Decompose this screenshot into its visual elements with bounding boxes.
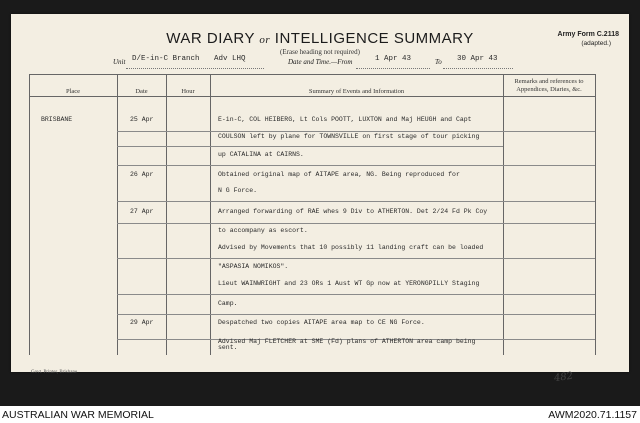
unit-value-2: Adv LHQ bbox=[214, 55, 246, 63]
army-form-label: Army Form C.2118 bbox=[557, 31, 619, 38]
entry-date: 29 Apr bbox=[130, 319, 154, 326]
diary-table bbox=[11, 74, 629, 355]
title-war-diary: WAR DIARY bbox=[166, 30, 255, 47]
entry-line: to accompany as escort. bbox=[218, 227, 308, 234]
header-remarks-line-1: Remarks and references to bbox=[514, 78, 584, 85]
date-label: Date and Time.—From bbox=[288, 58, 353, 66]
form-title bbox=[11, 30, 629, 47]
entry-line: Arranged forwarding of RAE whes 9 Div to ATHERTON. Det 2/24 Fd Pk Coy bbox=[218, 208, 488, 215]
column-divider bbox=[117, 74, 118, 355]
table-top-border bbox=[29, 74, 595, 75]
entry-line: up CATALINA at CAIRNS. bbox=[218, 151, 304, 158]
column-divider bbox=[166, 74, 167, 355]
entry-line: COULSON left by plane for TOWNSVILLE on first stage of tour picking bbox=[218, 133, 480, 140]
entry-line: Advised Maj FLETCHER at SME (Fd) plans of ATHERTON area camp being bbox=[218, 338, 476, 345]
entry-line: "ASPASIA NOMIKOS". bbox=[218, 263, 289, 270]
row-rule bbox=[117, 258, 503, 259]
remarks-rule bbox=[503, 201, 595, 202]
column-divider bbox=[503, 74, 504, 355]
footer-institution: AUSTRALIAN WAR MEMORIAL bbox=[2, 409, 154, 421]
entry-line: sent. bbox=[218, 344, 238, 351]
date-to: 30 Apr 43 bbox=[457, 55, 498, 63]
column-divider bbox=[29, 74, 30, 355]
header-place: Place bbox=[65, 88, 81, 95]
header-remarks-line-2: Appendices, Diaries, &c. bbox=[516, 86, 582, 93]
column-divider bbox=[595, 74, 596, 355]
date-to-label: To bbox=[435, 58, 442, 66]
header-hour: Hour bbox=[181, 88, 195, 95]
header-bottom-border bbox=[29, 96, 595, 97]
form-subtitle: (Erase heading not required) bbox=[280, 48, 360, 56]
war-diary-form bbox=[11, 14, 629, 385]
army-form-adapted: (adapted.) bbox=[581, 40, 611, 47]
date-from-underline bbox=[356, 68, 430, 69]
printer-imprint: Govt. Printer, Brisbane bbox=[31, 370, 78, 375]
row-rule bbox=[117, 131, 503, 132]
row-rule bbox=[117, 223, 503, 224]
archive-footer bbox=[0, 406, 640, 423]
entry-date: 26 Apr bbox=[130, 171, 154, 178]
row-rule bbox=[117, 294, 503, 295]
unit-label: Unit bbox=[113, 58, 126, 66]
row-rule bbox=[117, 314, 503, 315]
remarks-rule bbox=[503, 165, 595, 166]
entry-line: N G Force. bbox=[218, 187, 258, 194]
handwritten-page-number: 482 bbox=[553, 370, 574, 385]
entry-line: Lieut WAINWRIGHT and 23 ORs 1 Aust WT Gp now at YERONGPILLY Staging bbox=[218, 280, 480, 287]
row-rule bbox=[117, 165, 503, 166]
remarks-rule bbox=[503, 258, 595, 259]
remarks-rule bbox=[503, 339, 595, 340]
remarks-rule bbox=[503, 223, 595, 224]
entry-line: Obtained original map of AITAPE area, NG. Being reproduced for bbox=[218, 171, 460, 178]
row-rule bbox=[117, 201, 503, 202]
date-to-underline bbox=[443, 68, 513, 69]
entry-line: Despatched two copies AITAPE area map to CE NG Force. bbox=[218, 319, 425, 326]
date-from: 1 Apr 43 bbox=[375, 55, 412, 63]
title-or: or bbox=[259, 34, 271, 46]
remarks-rule bbox=[503, 294, 595, 295]
header-date: Date bbox=[135, 88, 148, 95]
entry-date: 27 Apr bbox=[130, 208, 154, 215]
unit-value: D/E-in-C Branch bbox=[132, 55, 200, 63]
remarks-rule bbox=[503, 131, 595, 132]
title-intelligence-summary: INTELLIGENCE SUMMARY bbox=[274, 30, 474, 47]
entry-date: 25 Apr bbox=[130, 116, 154, 123]
entry-line: E-in-C, COL HEIBERG, Lt Cols POOTT, LUXTON and Maj HEUGH and Capt bbox=[218, 116, 472, 123]
unit-underline bbox=[126, 68, 264, 69]
row-rule bbox=[117, 146, 503, 147]
entry-place: BRISBANE bbox=[41, 116, 73, 123]
entry-line: Advised by Movements that 10 possibly 11 landing craft can be loaded bbox=[218, 244, 484, 251]
footer-accession-number: AWM2020.71.1157 bbox=[548, 409, 637, 421]
entry-line: Camp. bbox=[218, 300, 238, 307]
remarks-rule bbox=[503, 314, 595, 315]
army-form-number bbox=[558, 30, 619, 48]
column-divider bbox=[210, 74, 211, 355]
header-remarks bbox=[503, 78, 595, 94]
header-summary: Summary of Events and Information bbox=[308, 88, 405, 95]
